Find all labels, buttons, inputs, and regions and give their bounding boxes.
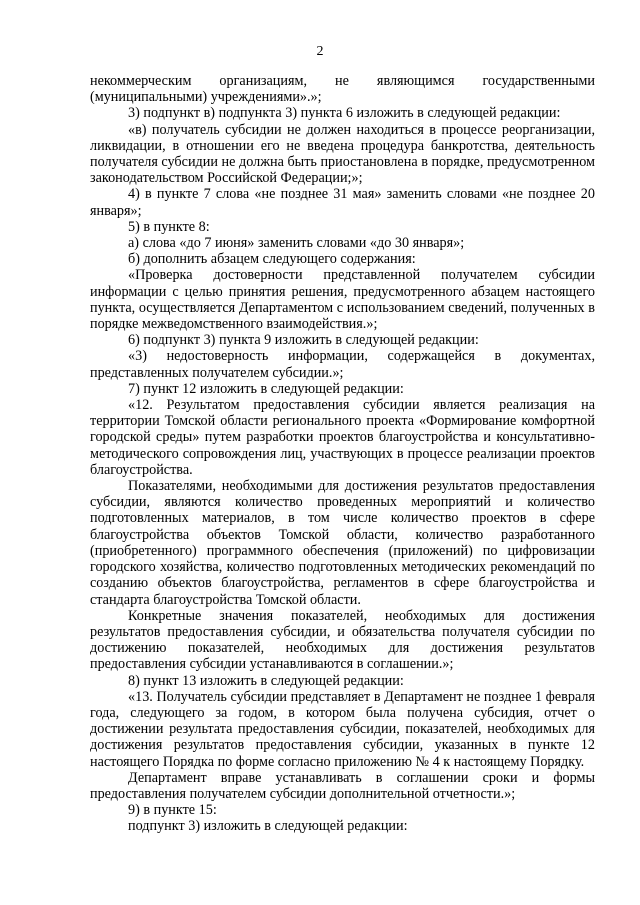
paragraph: 7) пункт 12 изложить в следующей редакции: [128, 380, 404, 397]
paragraph: 6) подпункт 3) пункта 9 изложить в следующей редакции: [128, 332, 479, 349]
paragraph: подпункт 3) изложить в следующей редакции: [128, 818, 408, 835]
page-number: 2 [316, 44, 324, 59]
paragraph: «12. Результатом предоставления субсидии является реализация на территории Томской области регионального проекта «Формирование комфортной городской среды» путем разработки проектов благоустройства и консультативно-методического сопровождения лиц, участвующих в процессе реализации проектов благоустройства. [90, 397, 595, 478]
paragraph: «3) недостоверность информации, содержащейся в документах, представленных получателем субсидии.»; [90, 348, 595, 381]
paragraph: Департамент вправе устанавливать в соглашении сроки и формы предоставления получателем субсидии дополнительной отчетности.»; [90, 769, 595, 802]
paragraph: б) дополнить абзацем следующего содержания: [128, 251, 416, 268]
document-body [90, 73, 595, 835]
paragraph: Показателями, необходимыми для достижения результатов предоставления субсидии, являются количество проведенных мероприятий и количество подготовленных материалов, в том числе количество проектов в сфере благоустройства объектов Томской области, количество разработанного (приобретенного) программного обеспечения (приложений) по цифровизации городского хозяйства, количество подготовленных методических рекомендаций по созданию объектов благоустройства, регламентов в сфере благоустройства и стандарта благоустройства Томской области. [90, 478, 595, 608]
paragraph: 8) пункт 13 изложить в следующей редакции: [128, 672, 404, 689]
paragraph: 3) подпункт в) подпункта 3) пункта 6 изложить в следующей редакции: [128, 105, 561, 122]
paragraph: 9) в пункте 15: [128, 802, 217, 819]
paragraph: Конкретные значения показателей, необходимых для достижения результатов предоставления субсидии, и обязательства получателя субсидии по достижению показателей, необходимых для достижения результатов предоставления субсидии устанавливаются в соглашении.»; [90, 607, 595, 673]
paragraph: «Проверка достоверности представленной получателем субсидии информации с целью принятия решения, предусмотренного абзацем настоящего пункта, осуществляется Департаментом с использованием сведений, полученных в порядке межведомственного взаимодействия.»; [90, 267, 595, 333]
paragraph: 5) в пункте 8: [128, 218, 210, 235]
paragraph: «в) получатель субсидии не должен находиться в процессе реорганизации, ликвидации, в отношении его не введена процедура банкротства, деятельность получателя субсидии не должна быть приостановлена в порядке, предусмотренном законодательством Российской Федерации;»; [90, 121, 595, 187]
paragraph: «13. Получатель субсидии представляет в Департамент не позднее 1 февраля года, следующего за годом, в котором была получена субсидия, отчет о достижении результата предоставления субсидии, показателей, необходимых для достижения результатов предоставления субсидии, указанных в пункте 12 настоящего Порядка по форме согласно приложению № 4 к настоящему Порядку. [90, 688, 595, 770]
paragraph: 4) в пункте 7 слова «не позднее 31 мая» заменить словами «не позднее 20 января»; [90, 186, 595, 219]
paragraph: а) слова «до 7 июня» заменить словами «до 30 января»; [128, 235, 465, 252]
paragraph: некоммерческим организациям, не являющимся государственными (муниципальными) учреждениями».»; [90, 73, 595, 106]
